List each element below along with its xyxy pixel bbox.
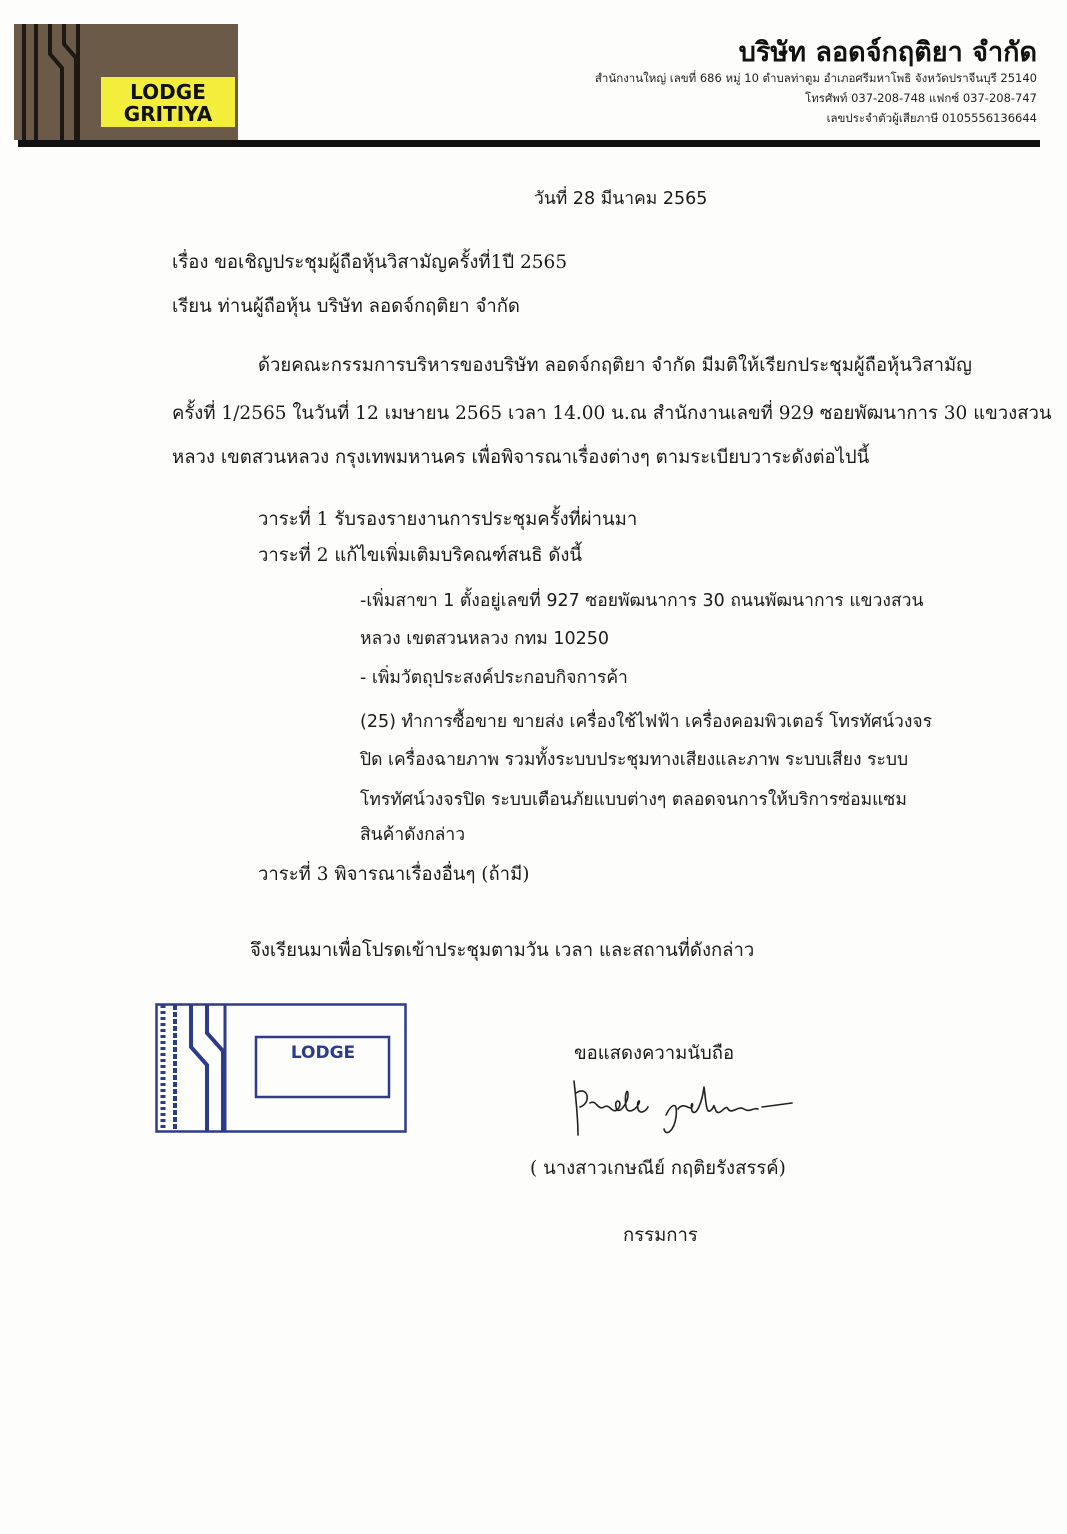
closing-statement: จึงเรียนมาเพื่อโปรดเข้าประชุมตามวัน เวลา และสถานที่ดังกล่าว — [250, 940, 755, 961]
company-address: สำนักงานใหญ่ เลขที่ 686 หมู่ 10 ตำบลท่าตูม อำเภอศรีมหาโพธิ จังหวัดปราจีนบุรี 25140 — [594, 71, 1037, 85]
agenda2-detail-1: -เพิ่มสาขา 1 ตั้งอยู่เลขที่ 927 ซอยพัฒนาการ 30 ถนนพัฒนาการ แขวงสวน — [360, 591, 924, 611]
agenda2-detail-5: ปิด เครื่องฉายภาพ รวมทั้งระบบประชุมทางเสียงและภาพ ระบบเสียง ระบบ — [360, 750, 909, 770]
signer-name: ( นางสาวเกษณีย์ กฤติยรังสรรค์) — [530, 1158, 786, 1179]
logo-label — [101, 77, 235, 127]
company-phone: โทรศัพท์ 037-208-748 แฟกซ์ 037-208-747 — [805, 91, 1037, 105]
company-tax-id: เลขประจำตัวผู้เสียภาษี 0105556136644 — [826, 111, 1037, 125]
stamp-graphic — [155, 1003, 407, 1133]
header-divider — [18, 140, 1040, 147]
letter-recipient: เรียน ท่านผู้ถือหุ้น บริษัท ลอดจ์กฤติยา จำกัด — [172, 296, 520, 317]
letter-subject: เรื่อง ขอเชิญประชุมผู้ถือหุ้นวิสามัญครั้งที่1ปี 2565 — [172, 252, 568, 273]
logo-line-lodge: LODGE — [130, 80, 206, 104]
agenda-item-1: วาระที่ 1 รับรองรายงานการประชุมครั้งที่ผ่านมา — [258, 509, 638, 530]
letter-date: วันที่ 28 มีนาคม 2565 — [534, 189, 708, 209]
regards: ขอแสดงความนับถือ — [574, 1043, 735, 1064]
agenda-item-2: วาระที่ 2 แก้ไขเพิ่มเติมบริคณฑ์สนธิ ดังนี้ — [258, 545, 583, 566]
company-stamp — [155, 1003, 407, 1133]
logo-line-gritiya: GRITIYA — [123, 102, 213, 126]
signer-title: กรรมการ — [623, 1225, 698, 1246]
agenda2-detail-4: (25) ทำการซื้อขาย ขายส่ง เครื่องใช้ไฟฟ้า เครื่องคอมพิวเตอร์ โทรทัศน์วงจร — [360, 712, 933, 732]
agenda2-detail-7: สินค้าดังกล่าว — [360, 825, 466, 845]
handwritten-signature — [566, 1073, 796, 1143]
intro-line-2: ครั้งที่ 1/2565 ในวันที่ 12 เมษายน 2565 เวลา 14.00 น.ณ สำนักงานเลขที่ 929 ซอยพัฒนาการ 30 แขวงสวน — [172, 403, 1052, 424]
stamp-label: LODGE — [290, 1043, 356, 1063]
company-logo — [14, 24, 238, 140]
agenda2-detail-3: - เพิ่มวัตถุประสงค์ประกอบกิจการค้า — [360, 668, 628, 688]
agenda2-detail-6: โทรทัศน์วงจรปิด ระบบเตือนภัยแบบต่างๆ ตลอดจนการให้บริการซ่อมแซม — [360, 790, 907, 810]
intro-line-1: ด้วยคณะกรรมการบริหารของบริษัท ลอดจ์กฤติยา จำกัด มีมติให้เรียกประชุมผู้ถือหุ้นวิสามัญ — [258, 355, 972, 376]
company-name: บริษัท ลอดจ์กฤติยา จำกัด — [738, 37, 1037, 68]
intro-line-3: หลวง เขตสวนหลวง กรุงเทพมหานคร เพื่อพิจารณาเรื่องต่างๆ ตามระเบียบวาระดังต่อไปนี้ — [172, 447, 870, 468]
agenda-item-3: วาระที่ 3 พิจารณาเรื่องอื่นๆ (ถ้ามี) — [258, 864, 530, 885]
agenda2-detail-2: หลวง เขตสวนหลวง กทม 10250 — [360, 629, 610, 649]
company-info — [595, 68, 1037, 128]
